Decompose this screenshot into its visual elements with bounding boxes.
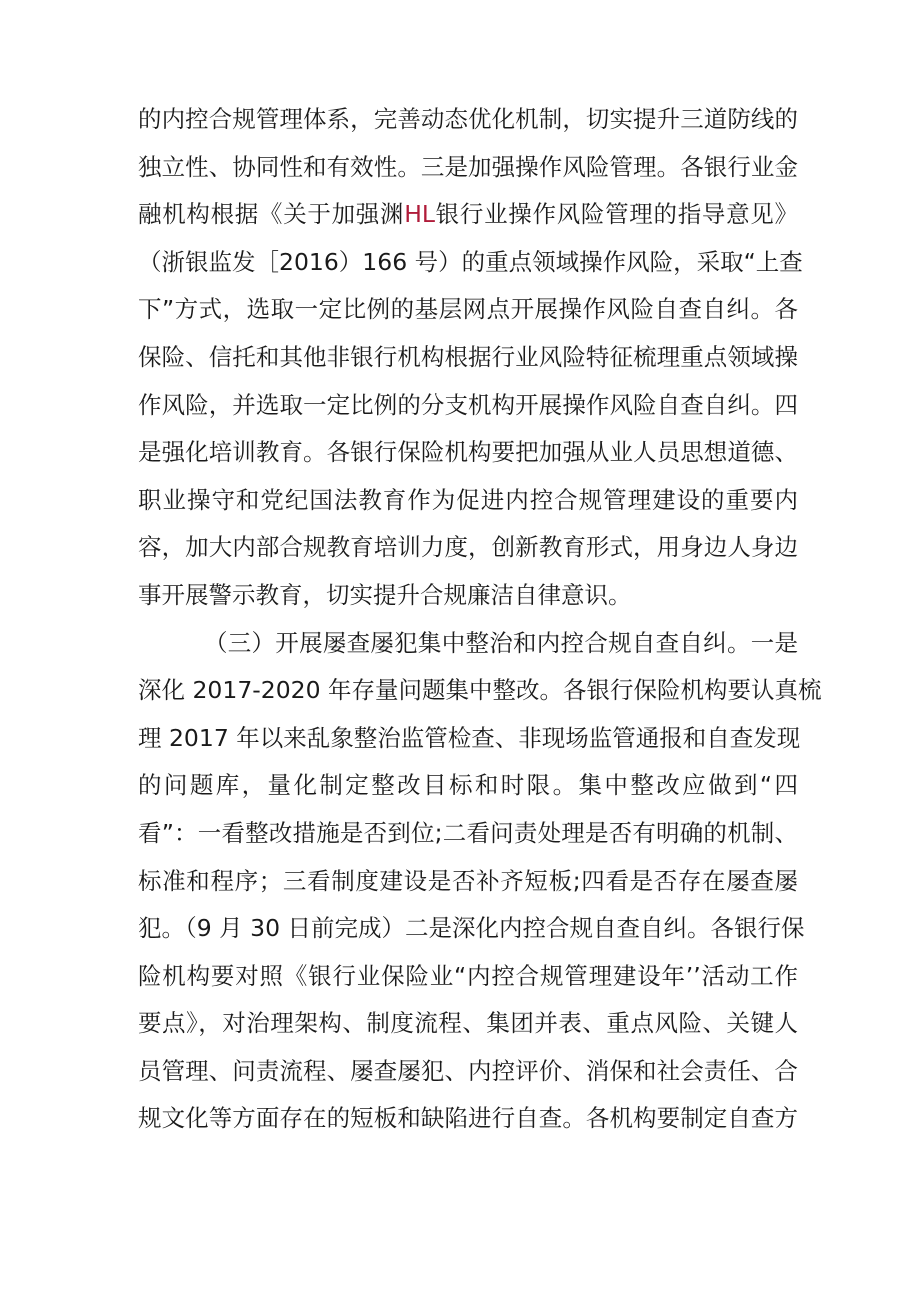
text-line: 规文化等方面存在的短板和缺陷进行自查。各机构要制定自查方 — [138, 1104, 798, 1133]
text-line: （三）开展屡查屡犯集中整治和内控合规自查自纠。一是 — [204, 628, 798, 657]
text-line: 作风险，并选取一定比例的分支机构开展操作风险自查自纠。四 — [138, 390, 798, 419]
text-line: 独立性、协同性和有效性。三是加强操作风险管理。各银行业金 — [138, 152, 798, 181]
text-line: 的内控合规管理体系，完善动态优化机制，切实提升三道防线的 — [138, 105, 798, 133]
text-line — [138, 195, 798, 243]
document-body — [138, 100, 822, 1147]
text-line: 看”：一看整改措施是否到位;二看问责处理是否有明确的机制、 — [138, 818, 798, 847]
text-segment: 融机构根据《关于加强渊 — [138, 200, 405, 229]
text-line: 深化 2017-2020 年存量问题集中整改。各银行保险机构要认真梳 — [138, 676, 822, 705]
text-line: 理 2017 年以来乱象整治监管检查、非现场监管通报和自查发现 — [138, 723, 801, 752]
highlighted-text: HL — [404, 200, 435, 229]
text-line: 险机构要对照《银行业保险业“内控合规管理建设年’’活动工作 — [138, 961, 798, 990]
text-line: 下”方式，选取一定比例的基层网点开展操作风险自查自纠。各 — [138, 295, 798, 324]
text-line: 的问题库，量化制定整改目标和时限。集中整改应做到“四 — [138, 771, 798, 800]
text-line: （浙银监发［2016）166 号）的重点领域操作风险，采取“上查 — [138, 247, 803, 276]
text-line: 保险、信托和其他非银行机构根据行业风险特征梳理重点领域操 — [138, 342, 798, 371]
text-line: 要点》，对治理架构、制度流程、集团并表、重点风险、关键人 — [138, 1009, 798, 1038]
text-line: 标准和程序；三看制度建设是否补齐短板;四看是否存在屡查屡 — [138, 866, 798, 895]
text-line: 职业操守和党纪国法教育作为促进内控合规管理建设的重要内 — [138, 485, 798, 514]
text-line: 犯。（9 月 30 日前完成）二是深化内控合规自查自纠。各银行保 — [138, 914, 805, 943]
text-line: 容，加大内部合规教育培训力度，创新教育形式，用身边人身边 — [138, 533, 798, 562]
text-segment: 银行业操作风险管理的指导意见》 — [434, 200, 799, 229]
text-line: 事开展警示教育，切实提升合规廉洁自律意识。 — [138, 580, 632, 609]
text-line: 员管理、问责流程、屡查屡犯、内控评价、消保和社会责任、合 — [138, 1056, 798, 1085]
text-line: 是强化培训教育。各银行保险机构要把加强从业人员思想道德、 — [138, 438, 798, 467]
